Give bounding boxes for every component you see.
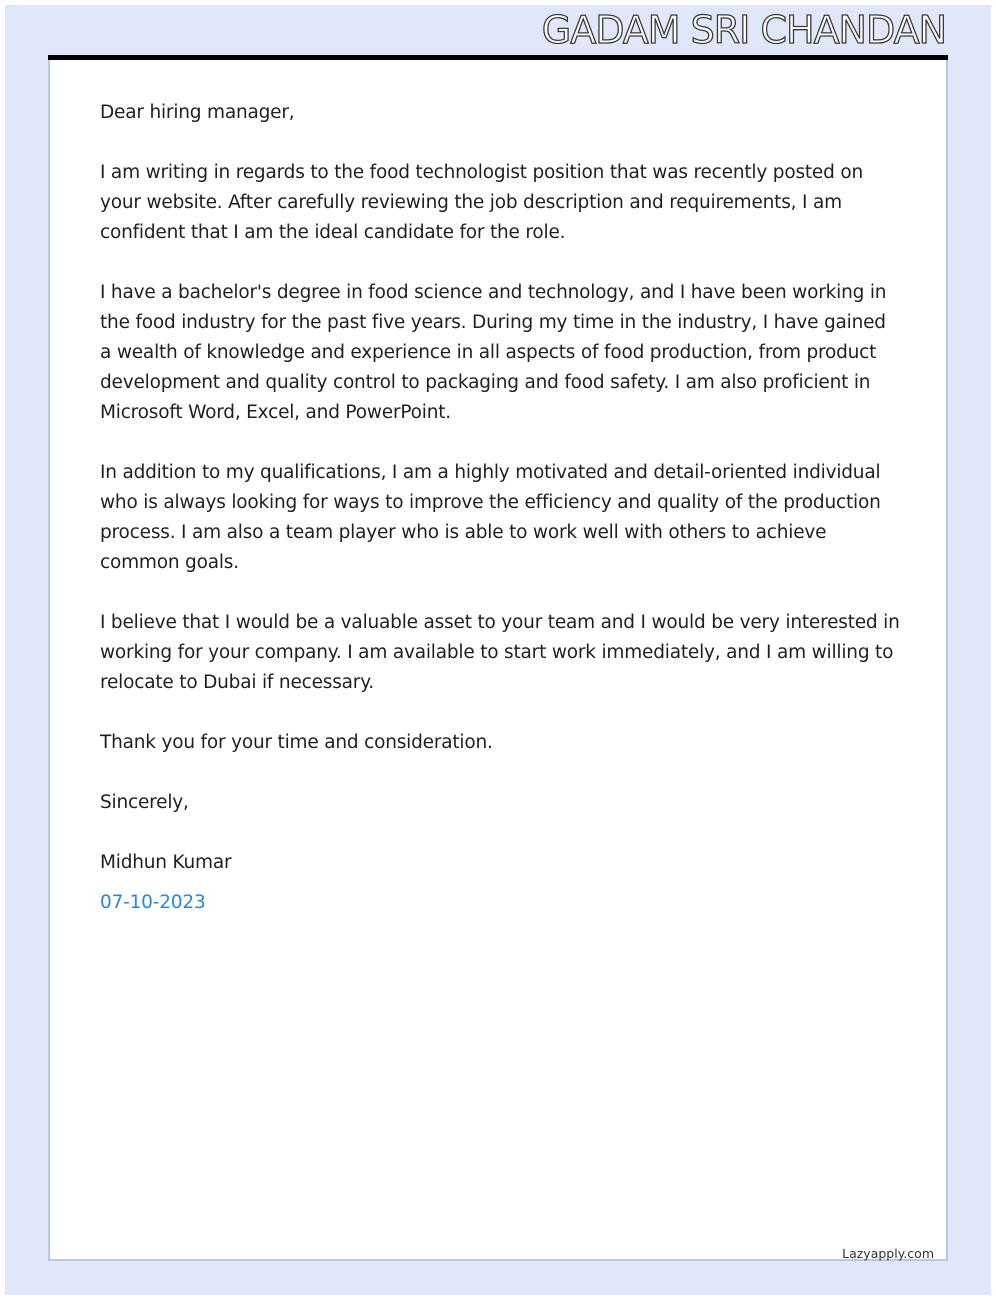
signature-name: Midhun Kumar xyxy=(100,852,232,873)
salutation: Dear hiring manager, xyxy=(100,102,295,123)
paragraph-qualities: In addition to my qualifications, I am a highly motivated and detail-oriented individual who is always looking for ways to improve the efficiency and quality of the production process. I am also a team player who is able to work well with others to achieve common goals. xyxy=(100,462,881,573)
closing: Sincerely, xyxy=(100,792,189,813)
footer-watermark: Lazyapply.com xyxy=(842,1246,934,1261)
letter-date: 07-10-2023 xyxy=(100,892,206,913)
paragraph-thanks: Thank you for your time and consideration. xyxy=(100,732,493,753)
paragraph-experience: I have a bachelor's degree in food science and technology, and I have been working in the food industry for the past five years. During my time in the industry, I have gained a wealth of knowledge and experience in all aspects of food production, from product development and quality control to packaging and food safety. I am also proficient in Microsoft Word, Excel, and PowerPoint. xyxy=(100,282,887,423)
paragraph-intro: I am writing in regards to the food technologist position that was recently posted on your website. After carefully reviewing the job description and requirements, I am confident that I am the ideal candidate for the role. xyxy=(100,162,863,243)
paragraph-interest: I believe that I would be a valuable asset to your team and I would be very interested in working for your company. I am available to start work immediately, and I am willing to relocate to Dubai if necessary. xyxy=(100,612,900,693)
cover-letter-body xyxy=(100,98,900,948)
applicant-name-header: GADAM SRI CHANDAN xyxy=(541,8,946,52)
header-divider xyxy=(48,55,948,60)
